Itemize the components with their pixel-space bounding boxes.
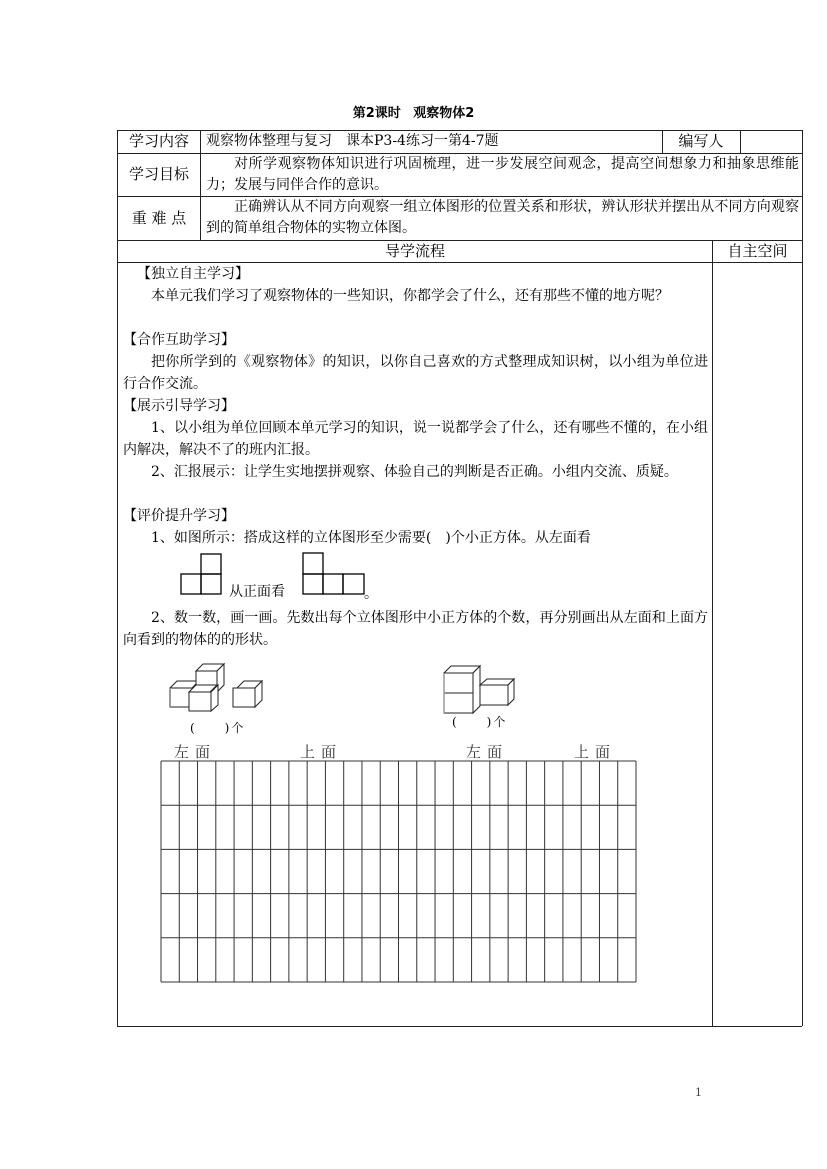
left-view-figure <box>181 554 221 594</box>
row-value-content: 观察物体整理与复习 课本P3-4练习一第4-7题 <box>206 133 499 149</box>
flow-header: 导学流程 <box>384 242 445 260</box>
grid-label-left-2: 左面 <box>466 743 509 761</box>
row-label-keypoints: 重 难 点 <box>131 209 187 227</box>
front-view-label: 从正面看 <box>229 584 285 600</box>
author-label: 编写人 <box>678 132 724 150</box>
section-text-independent: 本单元我们学习了观察物体的一些知识，你都学会了什么，还有那些不懂的地方呢？ <box>151 288 669 304</box>
q1-end-mark: 。 <box>364 586 378 602</box>
front-view-figure <box>303 553 364 594</box>
lesson-topic: 观察物体2 <box>413 106 475 121</box>
page-number: 1 <box>695 1086 702 1099</box>
question-2-text: 2、数一数，画一画。先数出每个立体图形中小正方体的个数，再分别画出从左面和上面方向看到的物体的的形状。 <box>123 610 708 648</box>
section-title-cooperative: 【合作互助学习】 <box>123 332 235 348</box>
row-value-goals: 对所学观察物体知识进行巩固梳理，进一步发展空间观念，提高空间想象力和抽象思维能力；发展与同伴合作的意识。 <box>206 156 799 193</box>
row-label-content: 学习内容 <box>128 132 189 150</box>
display-item-2: 2、汇报展示：让学生实地摆拼观察、体验自己的判断是否正确。小组内交流、质疑。 <box>151 464 678 480</box>
space-header: 自主空间 <box>727 242 788 260</box>
grid-label-left-1: 左面 <box>174 743 217 761</box>
cube-count-blank-1[interactable]: ( )个 <box>190 721 246 735</box>
cube-figure-2 <box>444 666 514 713</box>
lesson-number: 第2课时 <box>352 106 401 121</box>
section-text-cooperative: 把你所学到的《观察物体》的知识，以你自己喜欢的方式整理成知识树，以小组为单位进行合作交流。 <box>123 354 708 392</box>
section-title-display: 【展示引导学习】 <box>123 398 235 414</box>
row-value-keypoints: 正确辨认从不同方向观察一组立体图形的位置关系和形状，辨认形状并摆出从不同方向观察到的简单组合物体的实物立体图。 <box>206 199 799 236</box>
grid-label-top-2: 上面 <box>574 743 617 761</box>
question-1-text: 1、如图所示：搭成这样的立体图形至少需要( )个小正方体。从左面看 <box>151 530 591 546</box>
display-item-1: 1、以小组为单位回顾本单元学习的知识，说一说都学会了什么，还有哪些不懂的，在小组内解决，解决不了的班内汇报。 <box>123 420 708 458</box>
cube-figure-1 <box>170 664 262 711</box>
grid-label-top-1: 上面 <box>300 743 343 761</box>
section-title-independent: 【独立自主学习】 <box>137 266 249 282</box>
cube-count-blank-2[interactable]: ( )个 <box>452 715 508 729</box>
row-label-goals: 学习目标 <box>128 165 189 183</box>
drawing-grid <box>161 761 636 982</box>
section-title-evaluation: 【评价提升学习】 <box>123 508 235 524</box>
